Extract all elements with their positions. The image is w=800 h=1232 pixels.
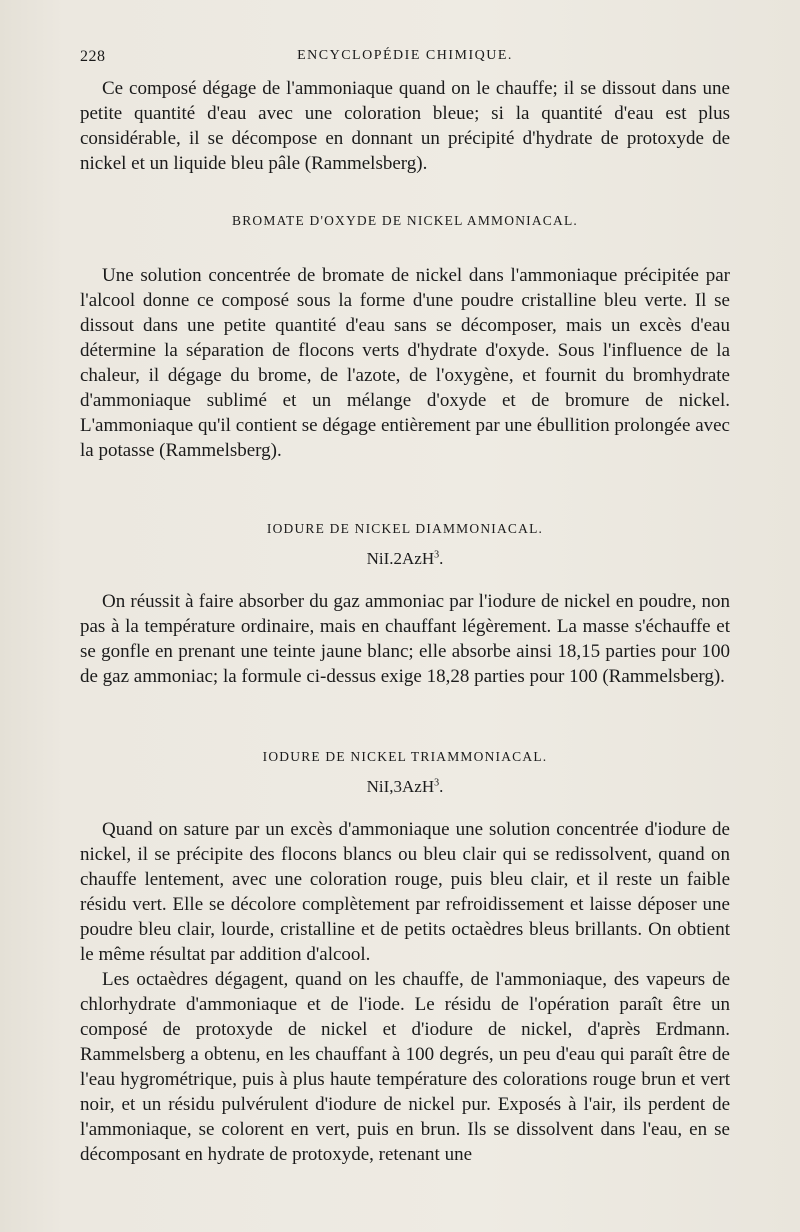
- section-heading-iodure-triammoniacal: IODURE DE NICKEL TRIAMMONIACAL.: [262, 749, 548, 764]
- diammoniacal-paragraph: On réussit à faire absorber du gaz ammoniac par l'iodure de nickel en poudre, non pas à la température ordinaire, mais en chauffant légèrement. La masse s'échauffe et se gonfle en prenant une teinte jaune blanc; elle absorbe ainsi 18,15 parties pour 100 de gaz ammoniac; la formule ci-dessus exige 18,28 parties pour 100 (Rammelsberg).: [80, 591, 730, 687]
- page-number: 228: [80, 48, 106, 65]
- section-heading-bromate: BROMATE D'OXYDE DE NICKEL AMMONIACAL.: [232, 213, 578, 228]
- bromate-paragraph: Une solution concentrée de bromate de nickel dans l'ammoniaque précipitée par l'alcool donne ce composé sous la forme d'une poudre cristalline bleu verte. Il se dissout dans une petite quantité d'eau sans se décomposer, mais un excès d'eau détermine la séparation de flocons verts d'hydrate d'oxyde. Sous l'influence de la chaleur, il dégage du brome, de l'azote, de l'oxygène, et fournit du bromhydrate d'ammoniaque sublimé et un mélange d'oxyde et de bromure de nickel. L'ammoniaque qu'il contient se dégage entièrement par une ébullition prolongée avec la potasse (Rammelsberg).: [80, 265, 730, 461]
- page-header: [80, 48, 730, 72]
- formula-triammoniacal-base: NiI,3AzH: [366, 777, 435, 796]
- triammoniacal-paragraph-1: Quand on sature par un excès d'ammoniaque une solution concentrée d'iodure de nickel, il se précipite des flocons blancs ou bleu clair qui se redissolvent, quand on chauffe lentement, avec une coloration rouge, puis bleu clair, et il reste un faible résidu vert. Elle se décolore complètement par refroidissement et laisse déposer une poudre bleu clair, lourde, cristalline et de petits octaèdres bleus brillants. On obtient le même résultat par addition d'alcool.: [80, 819, 730, 965]
- formula-diammoniacal-end: .: [439, 549, 444, 568]
- running-title: ENCYCLOPÉDIE CHIMIQUE.: [297, 48, 513, 63]
- intro-paragraph: Ce composé dégage de l'ammoniaque quand on le chauffe; il se dissout dans une petite quantité d'eau avec une coloration bleue; si la quantité d'eau est plus considérable, il se décompose en donnant un précipité d'hydrate de protoxyde de nickel et un liquide bleu pâle (Rammelsberg).: [80, 78, 730, 174]
- formula-diammoniacal-base: NiI.2AzH: [366, 549, 435, 568]
- formula-triammoniacal: [80, 777, 730, 797]
- section-heading-iodure-diammoniacal: IODURE DE NICKEL DIAMMONIACAL.: [266, 521, 544, 536]
- page-body: [80, 76, 730, 1167]
- triammoniacal-paragraph-2: Les octaèdres dégagent, quand on les chauffe, de l'ammoniaque, des vapeurs de chlorhydrate d'ammoniaque et de l'iode. Le résidu de l'opération paraît être un composé de protoxyde de nickel et d'iodure de nickel, d'après Erdmann. Rammelsberg a obtenu, en les chauffant à 100 degrés, un peu d'eau qui paraît être de l'eau hygrométrique, puis à plus haute température des colorations rouge brun et vert noir, et un résidu pulvérulent d'iodure de nickel pur. Exposés à l'air, ils perdent de l'ammoniaque, se colorent en vert, puis en brun. Ils se dissolvent dans l'eau, en se décomposant en hydrate de protoxyde, retenant une: [80, 969, 730, 1165]
- formula-triammoniacal-sup: 3: [434, 777, 440, 789]
- formula-triammoniacal-end: .: [439, 777, 444, 796]
- formula-diammoniacal: [80, 549, 730, 569]
- formula-diammoniacal-sup: 3: [434, 549, 440, 561]
